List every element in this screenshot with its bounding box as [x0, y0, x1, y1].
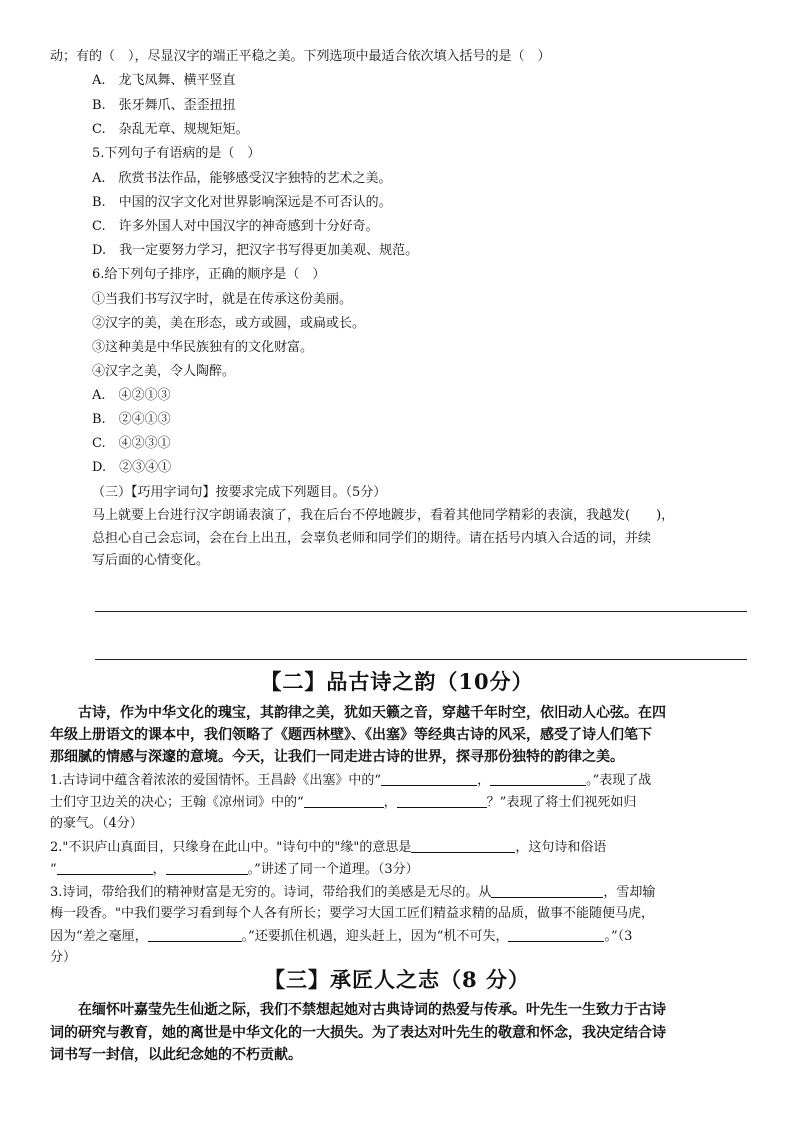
- s2-q1-blank-4[interactable]: [397, 793, 487, 808]
- section2-intro-1: 古诗，作为中华文化的瑰宝，其韵律之美，犹如天籁之音，穿越千年时空，依旧动人心弦。在四: [78, 705, 666, 721]
- s2-q2-text-a: 2."不识庐山真面目，只缘身在此山中。"诗句中的"缘"的意思是: [50, 840, 412, 855]
- q6-sentence-2: ②汉字的美，美在形态，或方或圆，或扁或长。: [92, 316, 366, 331]
- q6-stem: 6.给下列句子排序，正确的顺序是（ ）: [92, 267, 326, 282]
- part3-line-2: 总担心自己会忘词，会在台上出丑，会辜负老师和同学们的期待。请在括号内填入合适的词，并续: [92, 531, 652, 546]
- s2-q3-text-d: 因为“差之毫厘，: [50, 929, 148, 944]
- section2-intro-3: 那细腻的情感与深邃的意境。今天，让我们一同走进古诗的世界，探寻那份独特的韵律之美。: [50, 749, 624, 765]
- section2-heading: 【二】品古诗之韵（10分）: [260, 669, 534, 694]
- section2-intro-2: 年级上册语文的课本中，我们领略了《题西林壁》、《出塞》等经典古诗的风采，感受了诗人们笔下: [50, 727, 652, 743]
- s2-q3-blank-1[interactable]: [491, 883, 603, 898]
- q4-option-b: B. 张牙舞爪、歪歪扭扭: [92, 98, 236, 113]
- s2-q2-text-d: ，: [152, 862, 166, 877]
- part3-title: （三）【巧用字词句】按要求完成下列题目。（5分）: [92, 485, 387, 500]
- s2-q2-line1: [50, 838, 606, 857]
- s2-q1-text-c: 。”表现了战: [586, 773, 652, 788]
- s2-q3-text-b: ，雪却输: [603, 885, 656, 900]
- part3-line-1: 马上就要上台进行汉字朗诵表演了，我在后台不停地踱步，看着其他同学精彩的表演，我越发( )，: [92, 508, 675, 523]
- section3-intro-2: 词的研究与教育，她的离世是中华文化的一大损失。为了表达对叶先生的敬意和怀念，我决定结合诗: [50, 1025, 666, 1041]
- s2-q2-text-c: “: [50, 862, 57, 877]
- q6-sentence-1: ①当我们书写汉字时，就是在传承这份美丽。: [92, 292, 353, 307]
- s2-q1-text-a: 1.古诗词中蕴含着浓浓的爱国情怀。王昌龄《出塞》中的“: [50, 773, 382, 788]
- q6-sentence-4: ④汉字之美，令人陶醉。: [92, 364, 236, 379]
- q5-option-d: D. 我一定要努力学习，把汉字书写得更加美观、规范。: [92, 243, 419, 258]
- s2-q3-line3: [50, 927, 632, 946]
- s2-q3-blank-2[interactable]: [148, 927, 242, 942]
- s2-q2-text-e: 。”讲述了同一个道理。（3分）: [247, 862, 419, 877]
- s2-q1-text-d: 士们守卫边关的决心；王翰《凉州词》中的“: [50, 795, 304, 810]
- q6-option-c: C. ④②③①: [92, 436, 171, 451]
- s2-q3-line1: [50, 883, 655, 902]
- q6-option-d: D. ②③④①: [92, 460, 172, 475]
- s2-q2-blank-1[interactable]: [411, 838, 515, 853]
- s2-q1-blank-2[interactable]: [490, 771, 586, 786]
- s2-q1-blank-3[interactable]: [304, 793, 384, 808]
- answer-line-2[interactable]: [95, 659, 747, 660]
- s2-q1-line1: [50, 771, 651, 790]
- section3-intro-1: 在缅怀叶嘉莹先生仙逝之际，我们不禁想起她对古典诗词的热爱与传承。叶先生一生致力于古诗: [78, 1002, 666, 1018]
- q5-option-c: C. 许多外国人对中国汉字的神奇感到十分好奇。: [92, 219, 379, 234]
- q5-option-a: A. 欣赏书法作品，能够感受汉字独特的艺术之美。: [92, 171, 392, 186]
- s2-q1-line2: [50, 793, 636, 812]
- section3-intro-3: 词书写一封信，以此纪念她的不朽贡献。: [50, 1047, 302, 1063]
- q4-stem-tail: 动；有的（ ），尽显汉字的端正平稳之美。下列选项中最适合依次填入括号的是（ ）: [50, 49, 551, 64]
- s2-q1-blank-1[interactable]: [381, 771, 477, 786]
- s2-q1-text-b: ，: [477, 773, 491, 788]
- q6-sentence-3: ③这种美是中华民族独有的文化财富。: [92, 340, 314, 355]
- q5-stem: 5.下列句子有语病的是（ ）: [92, 146, 261, 161]
- answer-line-1[interactable]: [95, 611, 747, 612]
- s2-q3-text-f: 。”（3: [604, 929, 633, 944]
- q5-option-b: B. 中国的汉字文化对世界影响深远是不可否认的。: [92, 195, 392, 210]
- s2-q3-text-e: 。”还要抓住机遇，迎头赶上，因为“机不可失，: [241, 929, 509, 944]
- s2-q2-blank-2[interactable]: [57, 860, 153, 875]
- s2-q3-blank-3[interactable]: [508, 927, 604, 942]
- q4-option-a: A. 龙飞凤舞、横平竖直: [92, 73, 236, 88]
- s2-q2-text-b: ，这句诗和俗语: [515, 840, 607, 855]
- section3-heading: 【三】承匠人之志（8 分）: [264, 967, 530, 992]
- s2-q1-text-g: 的豪气。（4分）: [50, 816, 143, 831]
- s2-q2-blank-3[interactable]: [166, 860, 248, 875]
- s2-q1-text-e: ，: [383, 795, 397, 810]
- q6-option-a: A. ④②①③: [92, 388, 171, 403]
- part3-line-3: 写后面的心情变化。: [92, 553, 210, 568]
- s2-q3-text-a: 3.诗词，带给我们的精神财富是无穷的。诗词，带给我们的美感是无尽的。从: [50, 885, 492, 900]
- s2-q3-text-g: 分）: [50, 950, 77, 965]
- s2-q2-line2: [50, 860, 419, 879]
- q4-option-c: C. 杂乱无章、规规矩矩。: [92, 122, 249, 137]
- s2-q3-text-c: 梅一段香。"中我们要学习看到每个人各有所长；要学习大国工匠们精益求精的品质，做事不能随便马虎，: [50, 906, 654, 921]
- s2-q1-text-f: ？”表现了将士们视死如归: [486, 795, 637, 810]
- q6-option-b: B. ②④①③: [92, 412, 171, 427]
